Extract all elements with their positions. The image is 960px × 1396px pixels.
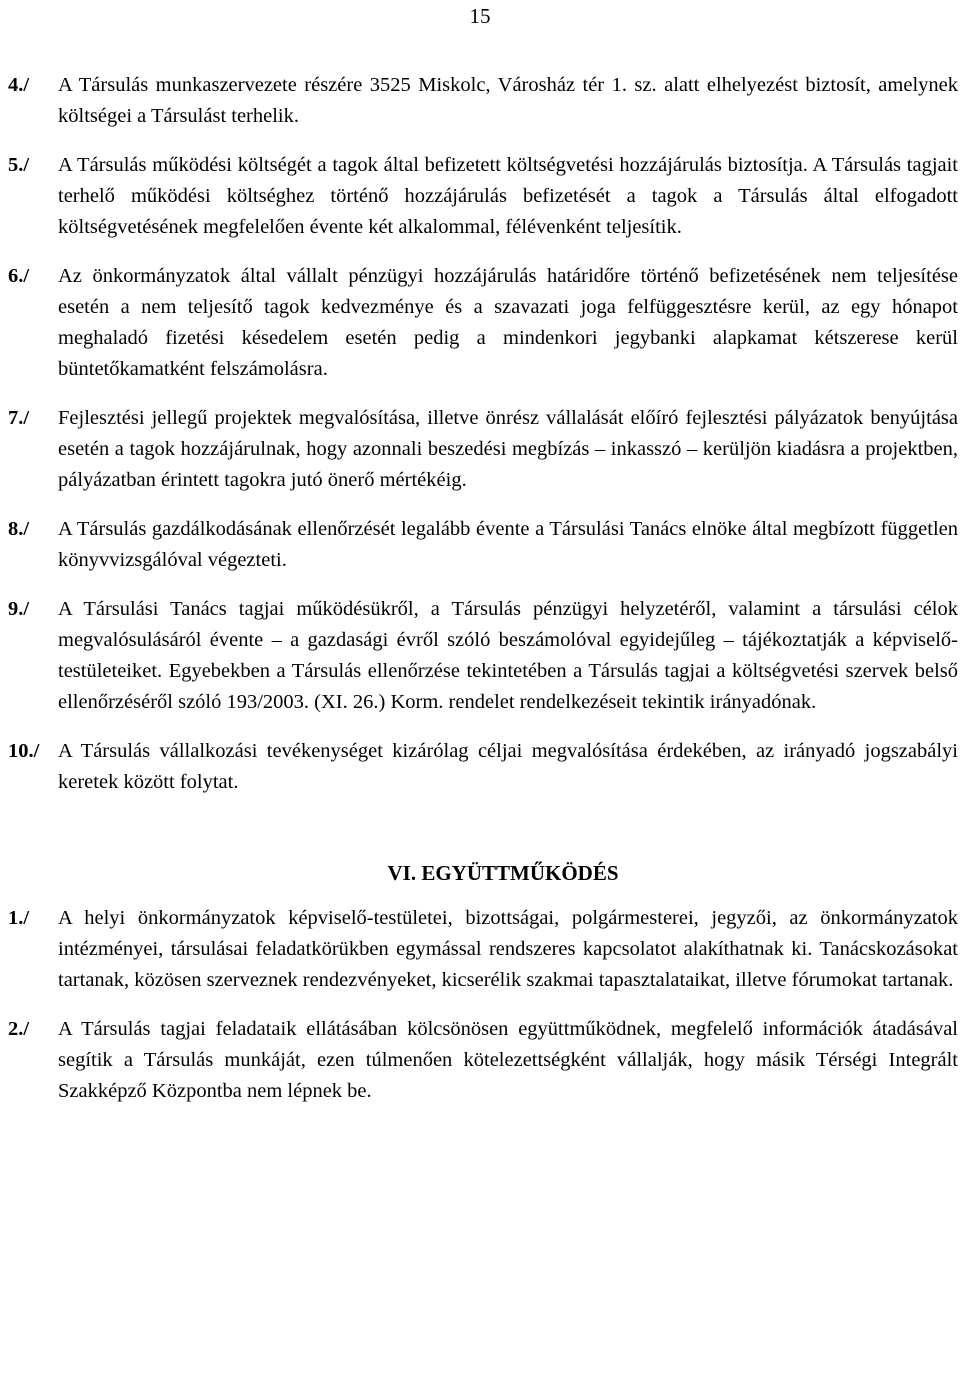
paragraph-number: 4./ <box>8 74 30 96</box>
page-number: 15 <box>469 4 491 28</box>
paragraph-5 <box>8 150 958 243</box>
paragraph-number: 6./ <box>8 265 30 287</box>
paragraph-text: A Társulás működési költségét a tagok által befizetett költségvetési hozzájárulás biztosítja. A Társulás tagjait terhelő működési költséghez történő hozzájárulás befizetését a tagok a Társulás által elfogadott költségvetésének megfelelően évente két alkalommal, félévenként teljesítik. <box>58 154 958 238</box>
paragraph-10 <box>8 736 958 798</box>
paragraph-vi-2 <box>8 1014 958 1107</box>
paragraph-number: 2./ <box>8 1018 30 1040</box>
paragraph-number: 8./ <box>8 518 30 540</box>
paragraph-text: A Társulás gazdálkodásának ellenőrzését legalább évente a Társulási Tanács elnöke által megbízott független könyvvizsgálóval végezteti. <box>58 518 958 571</box>
paragraph-text: Fejlesztési jellegű projektek megvalósítása, illetve önrész vállalását előíró fejlesztési pályázatok benyújtása esetén a tagok hozzájárulnak, hogy azonnali beszedési megbízás – inkasszó – kerüljön kiadásra a projektben, pályázatban érintett tagokra jutó önerő mértékéig. <box>58 407 958 491</box>
paragraph-9 <box>8 594 958 718</box>
paragraph-6 <box>8 261 958 385</box>
paragraph-7 <box>8 403 958 496</box>
paragraph-text: A Társulás vállalkozási tevékenységet kizárólag céljai megvalósítása érdekében, az irányadó jogszabályi keretek között folytat. <box>58 740 958 793</box>
paragraph-vi-1 <box>8 903 958 996</box>
section-heading: VI. EGYÜTTMŰKÖDÉS <box>387 861 619 885</box>
paragraph-4 <box>8 70 958 132</box>
paragraph-text: A Társulás munkaszervezete részére 3525 Miskolc, Városház tér 1. sz. alatt elhelyezést biztosít, amelynek költségei a Társulást terhelik. <box>58 74 958 127</box>
paragraph-text: A Társulási Tanács tagjai működésükről, a Társulás pénzügyi helyzetéről, valamint a társulási célok megvalósulásáról évente – a gazdasági évről szóló beszámolóval egyidejűleg – tájékoztatják a képviselő-testületeiket. Egyebekben a Társulás ellenőrzése tekintetében a Társulás tagjai a költségvetési szervek belső ellenőrzéséről szóló 193/2003. (XI. 26.) Korm. rendelet rendelkezéseit tekintik irányadónak. <box>58 598 958 713</box>
paragraph-text: Az önkormányzatok által vállalt pénzügyi hozzájárulás határidőre történő befizetésének nem teljesítése esetén a nem teljesítő tagok kedvezménye és a szavazati joga felfüggesztésre kerül, az egy hónapot meghaladó fizetési késedelem esetén pedig a mindenkori jegybanki alapkamat kétszerese kerül büntetőkamatként felszámolásra. <box>58 265 958 380</box>
paragraph-number: 10./ <box>8 740 40 762</box>
paragraph-text: A helyi önkormányzatok képviselő-testületei, bizottságai, polgármesterei, jegyzői, az önkormányzatok intézményei, társulásai feladatkörükben egymással rendszeres kapcsolatot alakíthatnak ki. Tanácskozásokat tartanak, közösen szerveznek rendezvényeket, kicserélik szakmai tapasztalataikat, illetve fórumokat tartanak. <box>58 907 958 991</box>
paragraph-number: 9./ <box>8 598 30 620</box>
paragraph-8 <box>8 514 958 576</box>
paragraph-number: 5./ <box>8 154 30 176</box>
document-body <box>8 70 958 1125</box>
paragraph-number: 1./ <box>8 907 30 929</box>
paragraph-text: A Társulás tagjai feladataik ellátásában kölcsönösen együttműködnek, megfelelő információk átadásával segítik a Társulás munkáját, ezen túlmenően kötelezettségként vállalják, hogy másik Térségi Integrált Szakképző Központba nem lépnek be. <box>58 1018 958 1102</box>
paragraph-number: 7./ <box>8 407 30 429</box>
